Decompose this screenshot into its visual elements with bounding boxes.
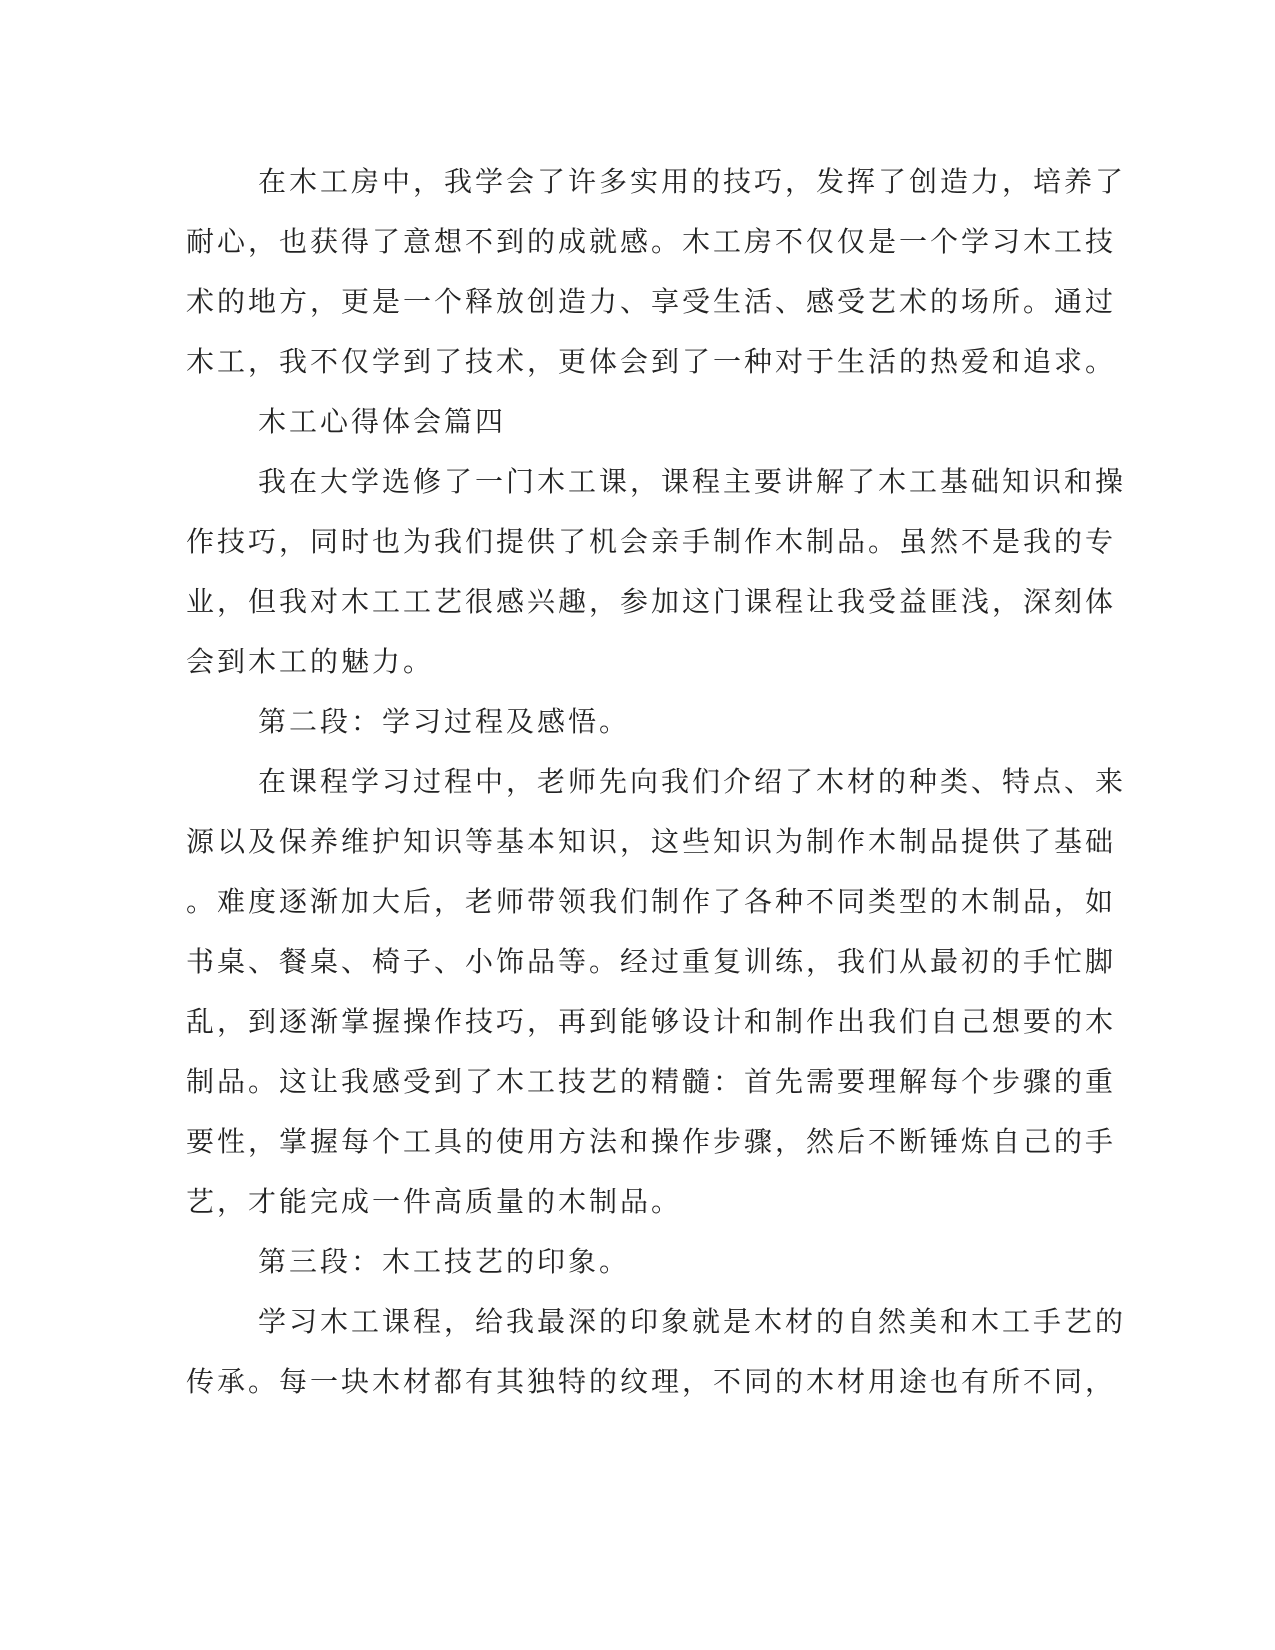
text-line: 要性，掌握每个工具的使用方法和操作步骤，然后不断锤炼自己的手	[186, 1125, 1117, 1158]
text-line: 传承。每一块木材都有其独特的纹理，不同的木材用途也有所不同，	[186, 1365, 1117, 1398]
text-line: 耐心，也获得了意想不到的成就感。木工房不仅仅是一个学习木工技	[186, 225, 1117, 258]
text-line: 木工，我不仅学到了技术，更体会到了一种对于生活的热爱和追求。	[186, 345, 1117, 378]
section-heading: 第三段：木工技艺的印象。	[258, 1245, 631, 1278]
text-line: 学习木工课程，给我最深的印象就是木材的自然美和木工手艺的	[258, 1305, 1127, 1338]
text-line: 术的地方，更是一个释放创造力、享受生活、感受艺术的场所。通过	[186, 285, 1117, 318]
text-line: 作技巧，同时也为我们提供了机会亲手制作木制品。虽然不是我的专	[186, 525, 1117, 558]
text-line: 在课程学习过程中，老师先向我们介绍了木材的种类、特点、来	[258, 765, 1127, 798]
text-line: 乱，到逐渐掌握操作技巧，再到能够设计和制作出我们自己想要的木	[186, 1005, 1117, 1038]
text-line: 我在大学选修了一门木工课，课程主要讲解了木工基础知识和操	[258, 465, 1127, 498]
text-line: 制品。这让我感受到了木工技艺的精髓：首先需要理解每个步骤的重	[186, 1065, 1117, 1098]
text-line: 会到木工的魅力。	[186, 645, 435, 678]
section-heading: 木工心得体会篇四	[258, 405, 507, 438]
text-line: 业，但我对木工工艺很感兴趣，参加这门课程让我受益匪浅，深刻体	[186, 585, 1117, 618]
text-line: 。难度逐渐加大后，老师带领我们制作了各种不同类型的木制品，如	[186, 885, 1117, 918]
text-line: 艺，才能完成一件高质量的木制品。	[186, 1185, 683, 1218]
text-line: 书桌、餐桌、椅子、小饰品等。经过重复训练，我们从最初的手忙脚	[186, 945, 1117, 978]
text-line: 源以及保养维护知识等基本知识，这些知识为制作木制品提供了基础	[186, 825, 1117, 858]
section-heading: 第二段：学习过程及感悟。	[258, 705, 631, 738]
text-line: 在木工房中，我学会了许多实用的技巧，发挥了创造力，培养了	[258, 165, 1127, 198]
